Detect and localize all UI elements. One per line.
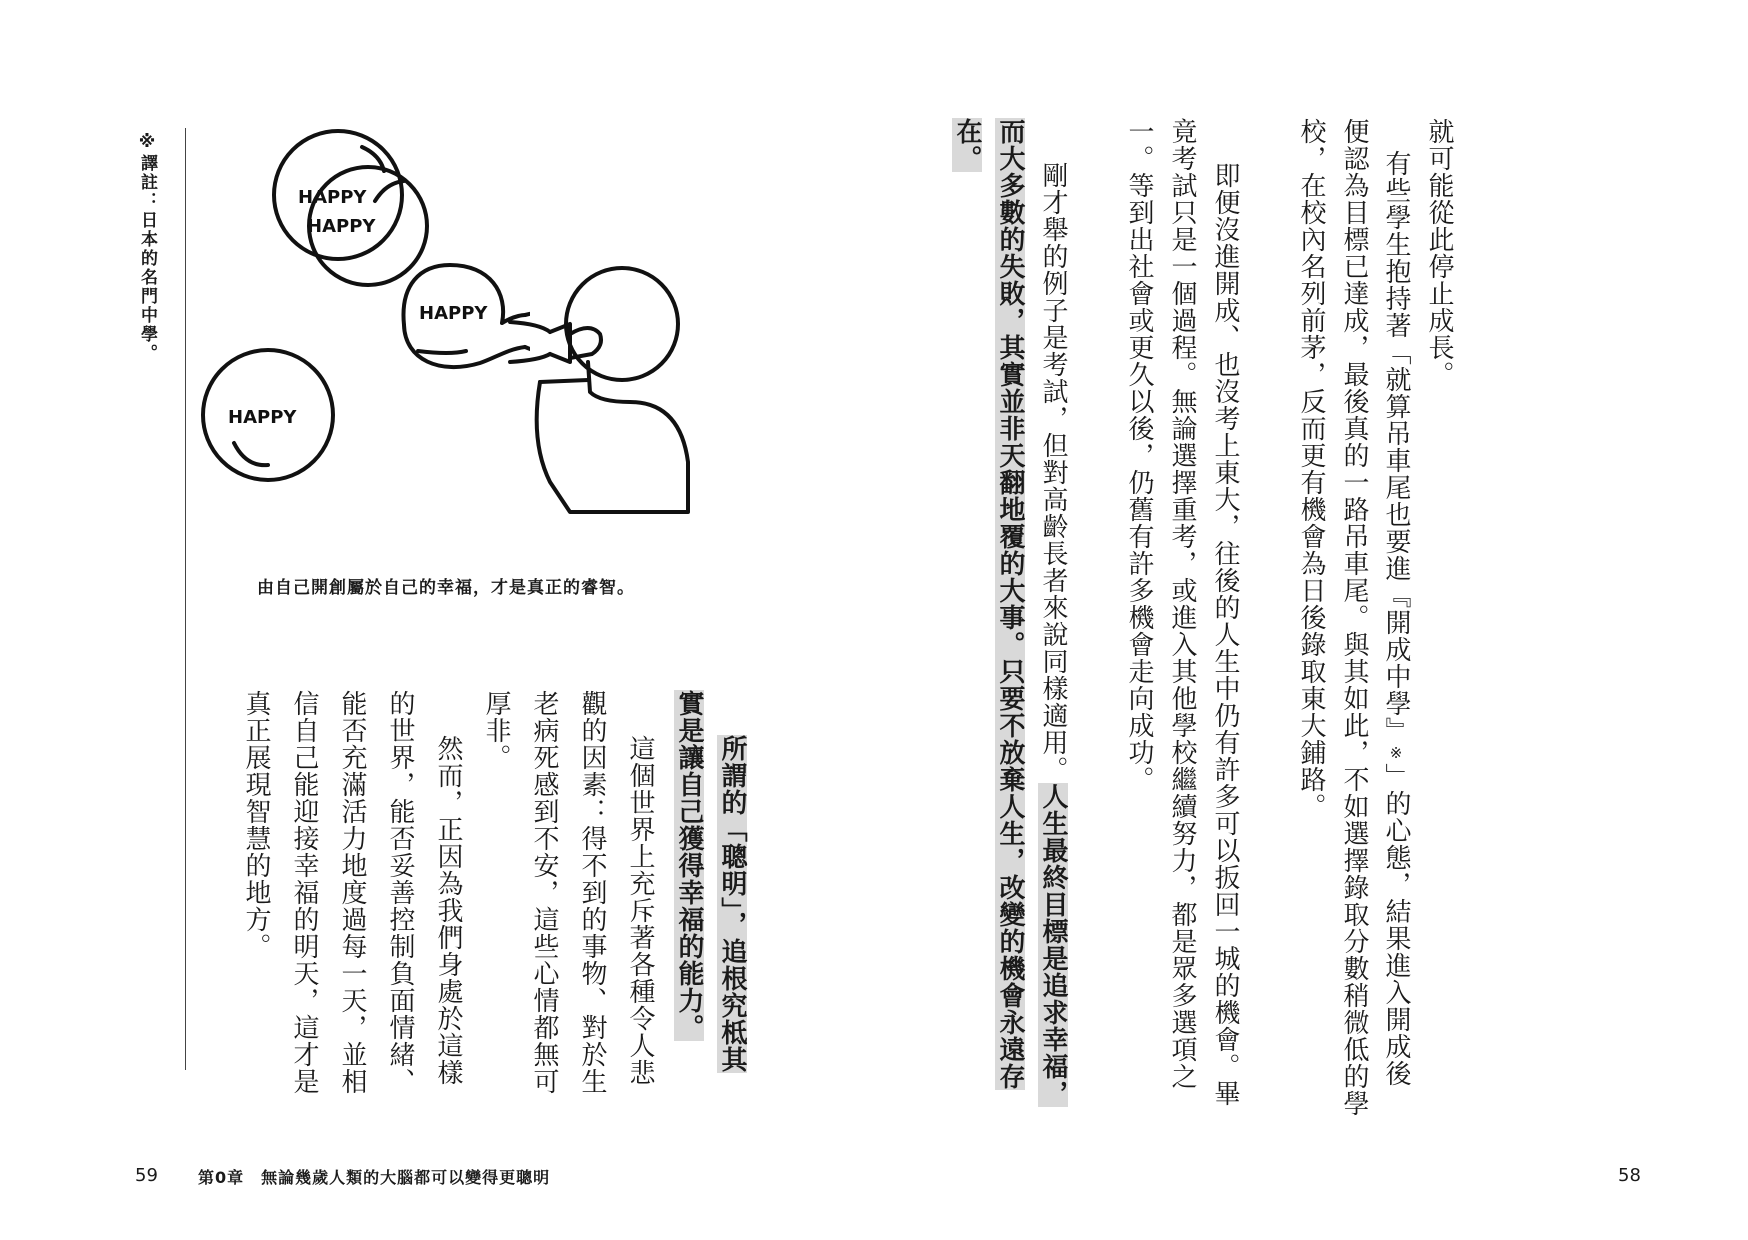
column-text: 竟考試只是一個過程。無論選擇重考，或進入其他學校繼續努力，都是眾多選項之 xyxy=(1167,118,1197,1090)
column-text: 即便沒進開成、也沒考上東大，往後的人生中仍有許多可以扳回一城的機會。畢 xyxy=(1210,162,1240,1107)
highlight-text: 人生最終目標是追求幸福， xyxy=(1038,783,1068,1107)
person-figure-illustration xyxy=(500,262,690,527)
body-column-9 xyxy=(992,118,1029,1090)
happy-label: HAPPY xyxy=(419,303,488,324)
footnote-mark: ※ xyxy=(1387,744,1405,763)
happy-label: HAPPY xyxy=(228,407,297,428)
column-text: 就可能從此停止成長。 xyxy=(1424,118,1454,388)
highlight-text: 所謂的「聰明」，追根究柢其 xyxy=(717,735,747,1073)
column-text: 能否充滿活力地度過每一天，並相 xyxy=(337,690,367,1095)
column-text: 剛才舉的例子是考試，但對高齡長者來說同樣適用。 xyxy=(1038,162,1068,783)
body-column-3 xyxy=(1336,118,1373,1117)
body-column-9 xyxy=(334,690,371,1095)
column-text: 這個世界上充斥著各種令人悲 xyxy=(625,735,655,1086)
body-column-4 xyxy=(574,690,611,1095)
body-column-4 xyxy=(1293,118,1330,820)
person-body xyxy=(537,362,688,512)
illustration-caption: 由自己開創屬於自己的幸福，才是真正的睿智。 xyxy=(257,578,635,598)
column-text: 校，在校內名列前茅，反而更有機會為日後錄取東大鋪路。 xyxy=(1296,118,1326,820)
page-number-left: 59 xyxy=(135,1165,158,1186)
body-column-10 xyxy=(286,690,323,1095)
body-column-3 xyxy=(622,735,659,1086)
highlight-text: 而大多數的失敗，其實並非天翻地覆的大事。只要不放棄人生，改變的機會永遠存 xyxy=(995,118,1025,1090)
body-column-5 xyxy=(526,690,563,1095)
column-text: 信自己能迎接幸福的明天，這才是 xyxy=(289,690,319,1095)
body-column-7 xyxy=(1121,118,1158,793)
margin-rule xyxy=(185,128,186,1070)
body-column-10 xyxy=(949,118,986,172)
body-column-11 xyxy=(238,690,275,960)
column-text: 真正展現智慧的地方。 xyxy=(241,690,271,960)
page-number-right: 58 xyxy=(1618,1165,1641,1186)
highlight-text: 實是讓自己獲得幸福的能力。 xyxy=(674,690,704,1041)
body-column-1 xyxy=(714,735,751,1073)
translator-footnote: ※譯註：日本的名門中學。 xyxy=(137,132,157,363)
column-text: 的世界，能否妥善控制負面情緒、 xyxy=(385,690,415,1095)
happy-label: HAPPY xyxy=(307,216,376,237)
happy-bubbles-illustration xyxy=(190,125,530,525)
body-column-6 xyxy=(478,690,515,771)
running-head: 第0章 無論幾歲人類的大腦都可以變得更聰明 xyxy=(198,1168,551,1187)
column-text: 觀的因素：得不到的事物、對於生 xyxy=(577,690,607,1095)
column-text: 便認為目標已達成，最後真的一路吊車尾。與其如此，不如選擇錄取分數稍微低的學 xyxy=(1339,118,1369,1117)
bubble-shine xyxy=(234,443,268,465)
body-column-8 xyxy=(1035,162,1072,1107)
body-column-2 xyxy=(1378,150,1415,1087)
body-column-2 xyxy=(671,690,708,1041)
highlight-text: 在。 xyxy=(952,118,982,172)
body-column-6 xyxy=(1164,118,1201,1090)
body-column-7 xyxy=(430,735,467,1086)
column-text-after: 」的心態，結果進入開成後 xyxy=(1381,763,1411,1087)
body-column-8 xyxy=(382,690,419,1095)
person-head xyxy=(566,268,678,380)
body-column-1 xyxy=(1421,118,1458,388)
column-text: 厚非。 xyxy=(481,690,511,771)
body-column-5 xyxy=(1207,162,1244,1107)
horn-pipe xyxy=(510,322,550,362)
column-text: 老病死感到不安，這些心情都無可 xyxy=(529,690,559,1095)
column-text: 有些學生抱持著「就算吊車尾也要進『開成中學』 xyxy=(1381,150,1411,744)
happy-label: HAPPY xyxy=(298,187,367,208)
bubble-shine xyxy=(418,351,466,353)
column-text: 一。等到出社會或更久以後，仍舊有許多機會走向成功。 xyxy=(1124,118,1154,793)
column-text: 然而，正因為我們身處於這樣 xyxy=(433,735,463,1086)
